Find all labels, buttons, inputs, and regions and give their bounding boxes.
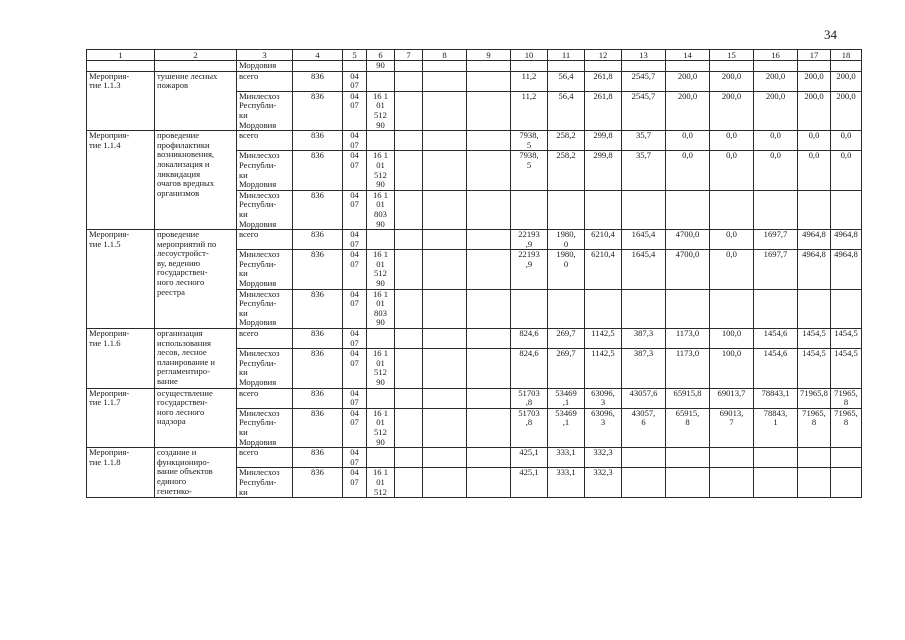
table-row: [87, 329, 862, 349]
column-number: 9: [467, 50, 511, 61]
value-cell: 258,2: [548, 151, 585, 190]
column-number: 16: [754, 50, 798, 61]
column-number: 7: [395, 50, 423, 61]
value-cell: [511, 190, 548, 229]
empty-cell: [423, 190, 467, 229]
value-cell: 1454,6: [754, 329, 798, 349]
empty-cell: [467, 468, 511, 498]
value-cell: [666, 61, 710, 72]
measure-name-cell: Мероприя- тие 1.1.3: [87, 71, 155, 131]
column-number: 13: [622, 50, 666, 61]
csr-cell: [367, 388, 395, 408]
value-cell: [666, 468, 710, 498]
csr-cell: [367, 131, 395, 151]
csr-cell: [367, 230, 395, 250]
funding-source-cell: всего: [237, 131, 293, 151]
empty-cell: [395, 91, 423, 130]
value-cell: 387,3: [622, 349, 666, 388]
value-cell: 71965,8: [831, 388, 862, 408]
measure-desc-cell: проведение профилактики возникновения, локализация и ликвидация очагов вредных организмов: [155, 131, 237, 230]
column-number: 2: [155, 50, 237, 61]
empty-cell: [423, 151, 467, 190]
csr-cell: 16 1 01 512 90: [367, 250, 395, 289]
value-cell: 299,8: [585, 131, 622, 151]
csr-cell: 16 1 01 803 90: [367, 289, 395, 328]
value-cell: 71965, 8: [798, 408, 831, 447]
value-cell: 0,0: [666, 151, 710, 190]
value-cell: [831, 61, 862, 72]
value-cell: [831, 289, 862, 328]
value-cell: 425,1: [511, 448, 548, 468]
value-cell: 4964,8: [798, 250, 831, 289]
value-cell: 0,0: [710, 250, 754, 289]
value-cell: 53469 ,1: [548, 388, 585, 408]
empty-cell: [467, 349, 511, 388]
empty-cell: [467, 131, 511, 151]
column-number: 6: [367, 50, 395, 61]
column-number: 12: [585, 50, 622, 61]
funding-source-cell: всего: [237, 448, 293, 468]
column-number: 5: [343, 50, 367, 61]
value-cell: 1173,0: [666, 329, 710, 349]
value-cell: [585, 61, 622, 72]
rzpr-cell: 04 07: [343, 91, 367, 130]
value-cell: [467, 61, 511, 72]
value-cell: [831, 448, 862, 468]
empty-cell: [395, 349, 423, 388]
value-cell: 0,0: [754, 131, 798, 151]
value-cell: [666, 190, 710, 229]
value-cell: [831, 468, 862, 498]
funding-source-cell: всего: [237, 388, 293, 408]
value-cell: 43057,6: [622, 388, 666, 408]
value-cell: 1454,6: [754, 349, 798, 388]
value-cell: [754, 289, 798, 328]
page-number: 34: [824, 27, 837, 42]
value-cell: 4964,8: [831, 250, 862, 289]
empty-cell: [423, 329, 467, 349]
value-cell: 1697,7: [754, 250, 798, 289]
value-cell: [548, 289, 585, 328]
rzpr-cell: 04 07: [343, 408, 367, 447]
empty-cell: [467, 71, 511, 91]
value-cell: 332,3: [585, 448, 622, 468]
value-cell: 1697,7: [754, 230, 798, 250]
value-cell: 0,0: [798, 131, 831, 151]
value-cell: [710, 468, 754, 498]
column-number: 3: [237, 50, 293, 61]
csr-cell: 16 1 01 512 90: [367, 91, 395, 130]
funding-source-cell: всего: [237, 230, 293, 250]
rzpr-cell: 04 07: [343, 289, 367, 328]
rzpr-cell: 04 07: [343, 468, 367, 498]
funding-source-cell: Минлесхоз Республи- ки Мордовия: [237, 289, 293, 328]
column-number: 11: [548, 50, 585, 61]
value-cell: 2545,7: [622, 71, 666, 91]
empty-cell: [467, 190, 511, 229]
value-cell: 200,0: [710, 71, 754, 91]
value-cell: 387,3: [622, 329, 666, 349]
value-cell: 200,0: [754, 71, 798, 91]
measure-desc-cell: тушение лесных пожаров: [155, 71, 237, 131]
empty-cell: [395, 448, 423, 468]
value-cell: 200,0: [798, 91, 831, 130]
rzpr-cell: 04 07: [343, 131, 367, 151]
csr-cell: 16 1 01 512 90: [367, 408, 395, 447]
empty-cell: [395, 250, 423, 289]
empty-cell: [423, 468, 467, 498]
value-cell: [754, 61, 798, 72]
value-cell: 63096, 3: [585, 388, 622, 408]
rzpr-cell: 04 07: [343, 329, 367, 349]
funding-source-cell: всего: [237, 329, 293, 349]
csr-cell: 16 1 01 803 90: [367, 190, 395, 229]
value-cell: 69013,7: [710, 388, 754, 408]
grbs-cell: 836: [293, 289, 343, 328]
value-cell: [754, 448, 798, 468]
empty-cell: [467, 408, 511, 447]
csr-cell: [367, 448, 395, 468]
column-number: 4: [293, 50, 343, 61]
measure-name-cell: [87, 61, 155, 72]
value-cell: [754, 190, 798, 229]
value-cell: [710, 448, 754, 468]
value-cell: 200,0: [831, 91, 862, 130]
value-cell: 824,6: [511, 349, 548, 388]
value-cell: [423, 61, 467, 72]
value-cell: 1454,5: [831, 329, 862, 349]
value-cell: 43057, 6: [622, 408, 666, 447]
value-cell: 1454,5: [831, 349, 862, 388]
empty-cell: [423, 448, 467, 468]
grbs-cell: 836: [293, 349, 343, 388]
value-cell: 22193 ,9: [511, 230, 548, 250]
column-number: 10: [511, 50, 548, 61]
column-number: 15: [710, 50, 754, 61]
empty-cell: [467, 388, 511, 408]
grbs-cell: 836: [293, 250, 343, 289]
grbs-cell: 836: [293, 91, 343, 130]
value-cell: 51703 ,8: [511, 408, 548, 447]
value-cell: 269,7: [548, 349, 585, 388]
value-cell: 269,7: [548, 329, 585, 349]
value-cell: 261,8: [585, 71, 622, 91]
value-cell: 0,0: [666, 131, 710, 151]
value-cell: 332,3: [585, 468, 622, 498]
table-row: [87, 388, 862, 408]
csr-cell: 16 1 01 512: [367, 468, 395, 498]
empty-cell: [395, 468, 423, 498]
measure-desc-cell: создание и функциониро- вание объектов единого генетико-: [155, 448, 237, 498]
value-cell: [666, 448, 710, 468]
value-cell: 1645,4: [622, 250, 666, 289]
empty-cell: [467, 448, 511, 468]
funding-source-cell: Мордовия: [237, 61, 293, 72]
column-number: 1: [87, 50, 155, 61]
funding-source-cell: Минлесхоз Республи- ки Мордовия: [237, 250, 293, 289]
rzpr-cell: 04 07: [343, 151, 367, 190]
value-cell: 78843, 1: [754, 408, 798, 447]
empty-cell: [423, 131, 467, 151]
value-cell: 200,0: [666, 71, 710, 91]
measure-desc-cell: осуществление государствен- ного лесного надзора: [155, 388, 237, 448]
value-cell: 65915,8: [666, 388, 710, 408]
value-cell: 51703 ,8: [511, 388, 548, 408]
empty-cell: [395, 151, 423, 190]
value-cell: 11,2: [511, 71, 548, 91]
value-cell: 35,7: [622, 131, 666, 151]
empty-cell: [467, 91, 511, 130]
value-cell: 11,2: [511, 91, 548, 130]
value-cell: [754, 468, 798, 498]
value-cell: 0,0: [831, 151, 862, 190]
value-cell: 56,4: [548, 91, 585, 130]
value-cell: [622, 468, 666, 498]
empty-cell: [423, 388, 467, 408]
value-cell: [548, 190, 585, 229]
grbs-cell: 836: [293, 131, 343, 151]
value-cell: [622, 190, 666, 229]
value-cell: 65915, 8: [666, 408, 710, 447]
value-cell: 1142,5: [585, 329, 622, 349]
table-row: [87, 230, 862, 250]
funding-source-cell: Минлесхоз Республи- ки: [237, 468, 293, 498]
value-cell: 35,7: [622, 151, 666, 190]
value-cell: [585, 190, 622, 229]
grbs-cell: [293, 61, 343, 72]
value-cell: 1454,5: [798, 349, 831, 388]
empty-cell: [467, 289, 511, 328]
grbs-cell: 836: [293, 151, 343, 190]
grbs-cell: 836: [293, 190, 343, 229]
value-cell: 1980, 0: [548, 250, 585, 289]
value-cell: 4700,0: [666, 230, 710, 250]
value-cell: 824,6: [511, 329, 548, 349]
grbs-cell: 836: [293, 468, 343, 498]
value-cell: 6210,4: [585, 250, 622, 289]
value-cell: 4964,8: [831, 230, 862, 250]
value-cell: [548, 61, 585, 72]
value-cell: [798, 190, 831, 229]
value-cell: [831, 190, 862, 229]
rzpr-cell: 04 07: [343, 230, 367, 250]
rzpr-cell: 04 07: [343, 388, 367, 408]
value-cell: 63096, 3: [585, 408, 622, 447]
empty-cell: [467, 329, 511, 349]
value-cell: 71965, 8: [831, 408, 862, 447]
column-number: 8: [423, 50, 467, 61]
csr-cell: [367, 329, 395, 349]
measure-desc-cell: организация использования лесов, лесное планирование и регламентиро- вание: [155, 329, 237, 389]
budget-table: [86, 49, 862, 498]
table-body: [87, 50, 862, 498]
value-cell: [798, 289, 831, 328]
value-cell: 78843,1: [754, 388, 798, 408]
funding-source-cell: Минлесхоз Республи- ки Мордовия: [237, 349, 293, 388]
value-cell: 100,0: [710, 329, 754, 349]
value-cell: 7938, 5: [511, 151, 548, 190]
empty-cell: [467, 151, 511, 190]
grbs-cell: 836: [293, 448, 343, 468]
grbs-cell: 836: [293, 408, 343, 447]
empty-cell: [395, 131, 423, 151]
value-cell: [798, 61, 831, 72]
value-cell: 425,1: [511, 468, 548, 498]
grbs-cell: 836: [293, 329, 343, 349]
value-cell: [395, 61, 423, 72]
grbs-cell: 836: [293, 230, 343, 250]
value-cell: 22193 ,9: [511, 250, 548, 289]
value-cell: 200,0: [666, 91, 710, 130]
value-cell: 333,1: [548, 468, 585, 498]
value-cell: 6210,4: [585, 230, 622, 250]
funding-source-cell: Минлесхоз Республи- ки Мордовия: [237, 190, 293, 229]
empty-cell: [423, 230, 467, 250]
value-cell: [710, 61, 754, 72]
value-cell: [622, 448, 666, 468]
value-cell: [710, 190, 754, 229]
empty-cell: [395, 388, 423, 408]
table-row: [87, 131, 862, 151]
empty-cell: [395, 71, 423, 91]
value-cell: [798, 448, 831, 468]
value-cell: 200,0: [754, 91, 798, 130]
funding-source-cell: всего: [237, 71, 293, 91]
value-cell: [798, 468, 831, 498]
value-cell: 4964,8: [798, 230, 831, 250]
value-cell: 2545,7: [622, 91, 666, 130]
empty-cell: [423, 91, 467, 130]
measure-name-cell: Мероприя- тие 1.1.5: [87, 230, 155, 329]
measure-name-cell: Мероприя- тие 1.1.8: [87, 448, 155, 498]
grbs-cell: 836: [293, 388, 343, 408]
rzpr-cell: [343, 61, 367, 72]
rzpr-cell: 04 07: [343, 71, 367, 91]
value-cell: 1645,4: [622, 230, 666, 250]
value-cell: 0,0: [798, 151, 831, 190]
value-cell: [622, 289, 666, 328]
value-cell: 1454,5: [798, 329, 831, 349]
value-cell: 200,0: [710, 91, 754, 130]
funding-source-cell: Минлесхоз Республи- ки Мордовия: [237, 91, 293, 130]
empty-cell: [423, 408, 467, 447]
funding-source-cell: Минлесхоз Республи- ки Мордовия: [237, 151, 293, 190]
empty-cell: [423, 349, 467, 388]
value-cell: 100,0: [710, 349, 754, 388]
empty-cell: [395, 408, 423, 447]
empty-cell: [423, 250, 467, 289]
empty-cell: [467, 250, 511, 289]
value-cell: 1142,5: [585, 349, 622, 388]
rzpr-cell: 04 07: [343, 250, 367, 289]
value-cell: [511, 61, 548, 72]
value-cell: 0,0: [754, 151, 798, 190]
column-number: 14: [666, 50, 710, 61]
table-row: [87, 61, 862, 72]
column-number: 17: [798, 50, 831, 61]
value-cell: 1173,0: [666, 349, 710, 388]
value-cell: 0,0: [831, 131, 862, 151]
value-cell: 200,0: [798, 71, 831, 91]
measure-name-cell: Мероприя- тие 1.1.4: [87, 131, 155, 230]
empty-cell: [467, 230, 511, 250]
empty-cell: [423, 71, 467, 91]
value-cell: 0,0: [710, 230, 754, 250]
empty-cell: [395, 190, 423, 229]
rzpr-cell: 04 07: [343, 190, 367, 229]
value-cell: 258,2: [548, 131, 585, 151]
measure-desc-cell: [155, 61, 237, 72]
value-cell: 200,0: [831, 71, 862, 91]
value-cell: [622, 61, 666, 72]
rzpr-cell: 04 07: [343, 349, 367, 388]
value-cell: 261,8: [585, 91, 622, 130]
empty-cell: [395, 230, 423, 250]
csr-cell: 16 1 01 512 90: [367, 151, 395, 190]
value-cell: [666, 289, 710, 328]
measure-desc-cell: проведение мероприятий по лесоустройст- ву, ведению государствен- ного лесного реестра: [155, 230, 237, 329]
csr-cell: 16 1 01 512 90: [367, 349, 395, 388]
measure-name-cell: Мероприя- тие 1.1.6: [87, 329, 155, 389]
value-cell: 0,0: [710, 151, 754, 190]
funding-source-cell: Минлесхоз Республи- ки Мордовия: [237, 408, 293, 447]
grbs-cell: 836: [293, 71, 343, 91]
empty-cell: [395, 329, 423, 349]
column-number-row: [87, 50, 862, 61]
empty-cell: [395, 289, 423, 328]
value-cell: 299,8: [585, 151, 622, 190]
value-cell: [511, 289, 548, 328]
column-number: 18: [831, 50, 862, 61]
value-cell: [585, 289, 622, 328]
value-cell: 7938, 5: [511, 131, 548, 151]
value-cell: 4700,0: [666, 250, 710, 289]
empty-cell: [423, 289, 467, 328]
table-row: [87, 448, 862, 468]
value-cell: 333,1: [548, 448, 585, 468]
value-cell: 0,0: [710, 131, 754, 151]
value-cell: 1980, 0: [548, 230, 585, 250]
table-row: [87, 71, 862, 91]
rzpr-cell: 04 07: [343, 448, 367, 468]
value-cell: [710, 289, 754, 328]
measure-name-cell: Мероприя- тие 1.1.7: [87, 388, 155, 448]
value-cell: 53469 ,1: [548, 408, 585, 447]
value-cell: 69013, 7: [710, 408, 754, 447]
csr-cell: 90: [367, 61, 395, 72]
value-cell: 56,4: [548, 71, 585, 91]
csr-cell: [367, 71, 395, 91]
value-cell: 71965,8: [798, 388, 831, 408]
